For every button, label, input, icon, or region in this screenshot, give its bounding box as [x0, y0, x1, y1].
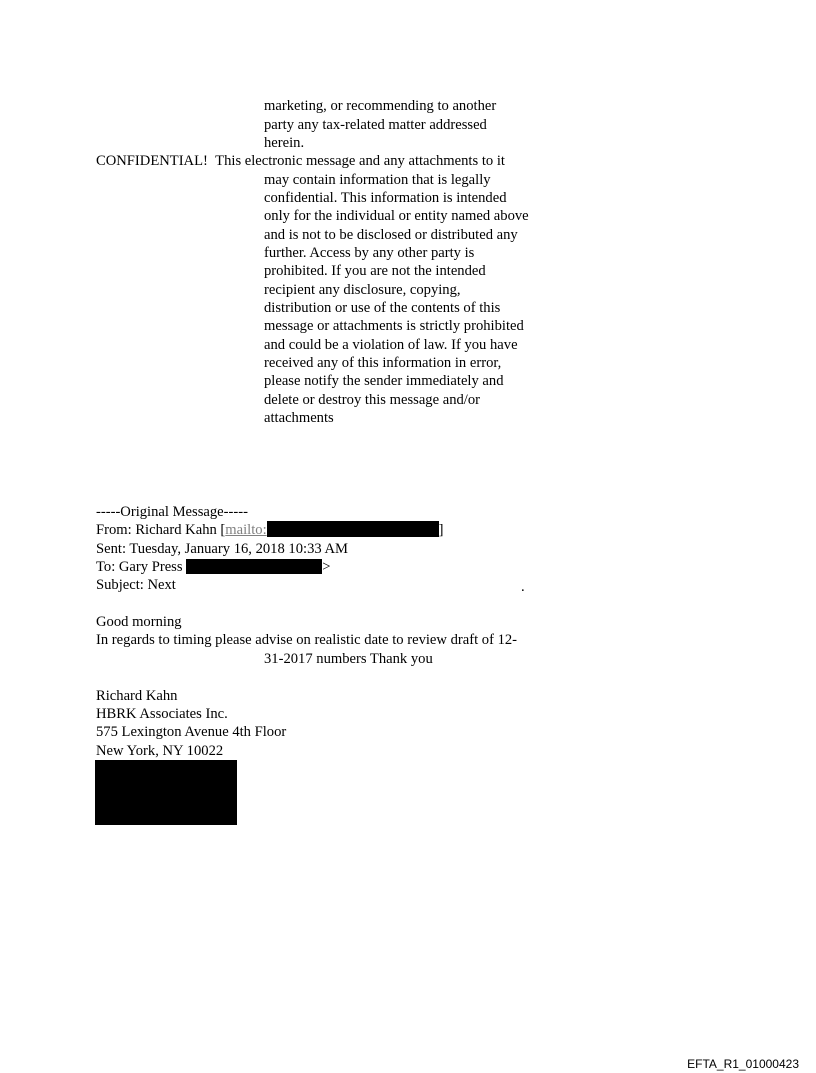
disclaimer-line: herein. — [264, 135, 305, 151]
signature-address: 575 Lexington Avenue 4th Floor — [96, 724, 287, 740]
to-prefix: To: Gary Press — [96, 559, 183, 575]
confidential-first-text: This electronic message and any attachments to it — [215, 153, 505, 169]
confidential-line: received any of this information in error, — [264, 355, 502, 371]
confidential-line: may contain information that is legally — [264, 172, 491, 188]
body-line: 31-2017 numbers Thank you — [264, 651, 433, 667]
confidential-line: recipient any disclosure, copying, — [264, 282, 461, 298]
original-message-header: -----Original Message----- — [96, 504, 248, 520]
confidential-line: and could be a violation of law. If you have — [264, 337, 518, 353]
confidential-line: further. Access by any other party is — [264, 245, 475, 261]
body-line: In regards to timing please advise on realistic date to review draft of 12- — [96, 632, 518, 648]
confidential-line: delete or destroy this message and/or — [264, 392, 481, 408]
mailto-link[interactable]: mailto: — [225, 522, 267, 538]
subject-line: Subject: Next — [96, 577, 176, 593]
signature-city: New York, NY 10022 — [96, 743, 224, 759]
signature-company: HBRK Associates Inc. — [96, 706, 228, 722]
greeting: Good morning — [96, 614, 182, 630]
redacted-signature-block — [95, 760, 237, 825]
confidential-label: CONFIDENTIAL! — [96, 153, 208, 169]
confidential-line: distribution or use of the contents of this — [264, 300, 501, 316]
from-suffix: ] — [438, 522, 444, 538]
confidential-line: attachments — [264, 410, 334, 426]
confidential-notice-first-line — [96, 152, 505, 170]
confidential-line: confidential. This information is intended — [264, 190, 507, 206]
to-suffix: > — [322, 559, 331, 575]
redacted-recipient — [186, 559, 322, 574]
disclaimer-line: marketing, or recommending to another — [264, 98, 497, 114]
confidential-line: only for the individual or entity named above — [264, 208, 529, 224]
stray-mark: . — [521, 579, 525, 595]
document-id: EFTA_R1_01000423 — [687, 1057, 799, 1071]
sent-line: Sent: Tuesday, January 16, 2018 10:33 AM — [96, 541, 349, 557]
to-line — [96, 558, 330, 576]
redacted-email — [267, 521, 439, 537]
signature-name: Richard Kahn — [96, 688, 178, 704]
confidential-line: and is not to be disclosed or distributed any — [264, 227, 518, 243]
disclaimer-line: party any tax-related matter addressed — [264, 117, 487, 133]
confidential-line: please notify the sender immediately and — [264, 373, 504, 389]
from-prefix: From: Richard Kahn [ — [96, 522, 226, 538]
confidential-line: message or attachments is strictly prohibited — [264, 318, 524, 334]
from-line — [96, 521, 444, 539]
confidential-line: prohibited. If you are not the intended — [264, 263, 486, 279]
